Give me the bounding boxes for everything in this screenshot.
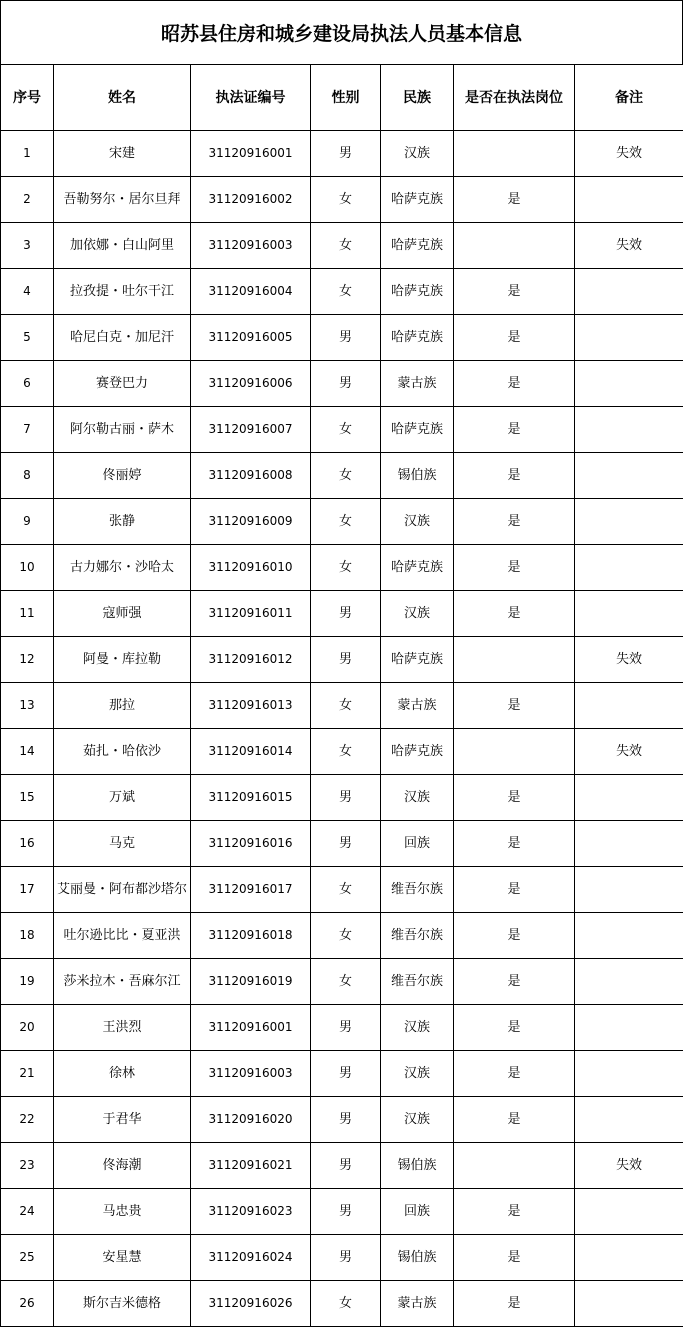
cell-no: 16 — [1, 821, 54, 867]
cell-on-post — [454, 223, 575, 269]
cell-code: 31120916001 — [191, 1005, 311, 1051]
cell-code: 31120916003 — [191, 223, 311, 269]
cell-code: 31120916005 — [191, 315, 311, 361]
cell-name: 阿尔勒古丽・萨木 — [54, 407, 191, 453]
table-row — [1, 1143, 683, 1189]
cell-name: 茹扎・哈依沙 — [54, 729, 191, 775]
table-row — [1, 1005, 683, 1051]
cell-code: 31120916014 — [191, 729, 311, 775]
cell-gender: 女 — [311, 407, 381, 453]
cell-gender: 男 — [311, 637, 381, 683]
cell-ethnicity: 维吾尔族 — [381, 959, 454, 1005]
cell-gender: 女 — [311, 867, 381, 913]
cell-ethnicity: 汉族 — [381, 1051, 454, 1097]
cell-code: 31120916008 — [191, 453, 311, 499]
cell-name: 宋建 — [54, 131, 191, 177]
cell-remark — [575, 177, 683, 223]
cell-no: 2 — [1, 177, 54, 223]
table-row — [1, 683, 683, 729]
table-row — [1, 1235, 683, 1281]
cell-name: 阿曼・库拉勒 — [54, 637, 191, 683]
cell-ethnicity: 哈萨克族 — [381, 407, 454, 453]
cell-on-post: 是 — [454, 821, 575, 867]
cell-name: 马忠贵 — [54, 1189, 191, 1235]
cell-code: 31120916023 — [191, 1189, 311, 1235]
cell-name: 加依娜・白山阿里 — [54, 223, 191, 269]
table-row — [1, 269, 683, 315]
cell-code: 31120916016 — [191, 821, 311, 867]
cell-ethnicity: 汉族 — [381, 1005, 454, 1051]
cell-ethnicity: 哈萨克族 — [381, 729, 454, 775]
cell-ethnicity: 汉族 — [381, 591, 454, 637]
cell-ethnicity: 锡伯族 — [381, 1235, 454, 1281]
cell-gender: 男 — [311, 775, 381, 821]
cell-name: 马克 — [54, 821, 191, 867]
cell-code: 31120916002 — [191, 177, 311, 223]
cell-ethnicity: 哈萨克族 — [381, 545, 454, 591]
cell-code: 31120916020 — [191, 1097, 311, 1143]
table-row — [1, 361, 683, 407]
cell-gender: 女 — [311, 959, 381, 1005]
cell-no: 3 — [1, 223, 54, 269]
cell-remark — [575, 1051, 683, 1097]
cell-ethnicity: 哈萨克族 — [381, 223, 454, 269]
cell-ethnicity: 回族 — [381, 1189, 454, 1235]
cell-ethnicity: 汉族 — [381, 499, 454, 545]
personnel-table — [0, 64, 683, 1327]
cell-no: 21 — [1, 1051, 54, 1097]
table-row — [1, 775, 683, 821]
table-row — [1, 867, 683, 913]
table-row — [1, 913, 683, 959]
cell-gender: 女 — [311, 1281, 381, 1327]
cell-code: 31120916017 — [191, 867, 311, 913]
cell-ethnicity: 哈萨克族 — [381, 637, 454, 683]
column-header-gender: 性别 — [311, 65, 381, 131]
cell-name: 拉孜提・吐尔干江 — [54, 269, 191, 315]
table-row — [1, 959, 683, 1005]
cell-no: 19 — [1, 959, 54, 1005]
table-row — [1, 453, 683, 499]
cell-ethnicity: 哈萨克族 — [381, 177, 454, 223]
cell-no: 24 — [1, 1189, 54, 1235]
cell-no: 20 — [1, 1005, 54, 1051]
table-row — [1, 637, 683, 683]
cell-gender: 男 — [311, 1097, 381, 1143]
cell-remark — [575, 683, 683, 729]
cell-no: 8 — [1, 453, 54, 499]
cell-no: 4 — [1, 269, 54, 315]
cell-remark — [575, 545, 683, 591]
cell-name: 吐尔逊比比・夏亚洪 — [54, 913, 191, 959]
table-row — [1, 499, 683, 545]
cell-ethnicity: 锡伯族 — [381, 1143, 454, 1189]
cell-on-post: 是 — [454, 683, 575, 729]
cell-gender: 男 — [311, 1235, 381, 1281]
cell-code: 31120916010 — [191, 545, 311, 591]
cell-no: 5 — [1, 315, 54, 361]
cell-on-post: 是 — [454, 913, 575, 959]
table-row — [1, 821, 683, 867]
cell-remark: 失效 — [575, 223, 683, 269]
cell-code: 31120916024 — [191, 1235, 311, 1281]
cell-ethnicity: 蒙古族 — [381, 361, 454, 407]
cell-gender: 男 — [311, 131, 381, 177]
cell-name: 佟海潮 — [54, 1143, 191, 1189]
cell-on-post: 是 — [454, 775, 575, 821]
cell-no: 26 — [1, 1281, 54, 1327]
table-row — [1, 1189, 683, 1235]
cell-remark — [575, 775, 683, 821]
cell-ethnicity: 蒙古族 — [381, 683, 454, 729]
cell-code: 31120916019 — [191, 959, 311, 1005]
cell-on-post: 是 — [454, 1189, 575, 1235]
cell-no: 12 — [1, 637, 54, 683]
column-header-remark: 备注 — [575, 65, 683, 131]
cell-on-post — [454, 729, 575, 775]
table-row — [1, 545, 683, 591]
cell-gender: 男 — [311, 1005, 381, 1051]
cell-code: 31120916026 — [191, 1281, 311, 1327]
cell-name: 吾勒努尔・居尔旦拜 — [54, 177, 191, 223]
cell-on-post: 是 — [454, 407, 575, 453]
cell-ethnicity: 哈萨克族 — [381, 269, 454, 315]
cell-gender: 女 — [311, 223, 381, 269]
table-row — [1, 177, 683, 223]
cell-name: 斯尔吉米德格 — [54, 1281, 191, 1327]
table-row — [1, 131, 683, 177]
cell-on-post: 是 — [454, 499, 575, 545]
cell-on-post: 是 — [454, 315, 575, 361]
cell-gender: 男 — [311, 1051, 381, 1097]
column-header-name: 姓名 — [54, 65, 191, 131]
cell-on-post: 是 — [454, 1005, 575, 1051]
cell-remark — [575, 1235, 683, 1281]
table-row — [1, 315, 683, 361]
column-header-no: 序号 — [1, 65, 54, 131]
cell-remark — [575, 591, 683, 637]
cell-ethnicity: 汉族 — [381, 131, 454, 177]
table-row — [1, 1281, 683, 1327]
cell-remark — [575, 499, 683, 545]
cell-on-post: 是 — [454, 959, 575, 1005]
cell-code: 31120916009 — [191, 499, 311, 545]
column-header-code: 执法证编号 — [191, 65, 311, 131]
cell-name: 王洪烈 — [54, 1005, 191, 1051]
cell-gender: 男 — [311, 591, 381, 637]
cell-remark: 失效 — [575, 131, 683, 177]
cell-code: 31120916018 — [191, 913, 311, 959]
cell-remark: 失效 — [575, 729, 683, 775]
cell-on-post — [454, 637, 575, 683]
cell-remark — [575, 821, 683, 867]
cell-code: 31120916015 — [191, 775, 311, 821]
cell-remark — [575, 1189, 683, 1235]
cell-no: 9 — [1, 499, 54, 545]
table-row — [1, 591, 683, 637]
cell-code: 31120916001 — [191, 131, 311, 177]
cell-gender: 女 — [311, 269, 381, 315]
cell-remark — [575, 407, 683, 453]
cell-ethnicity: 汉族 — [381, 1097, 454, 1143]
cell-name: 安星慧 — [54, 1235, 191, 1281]
cell-on-post: 是 — [454, 1281, 575, 1327]
cell-name: 佟丽婷 — [54, 453, 191, 499]
cell-remark — [575, 453, 683, 499]
cell-no: 6 — [1, 361, 54, 407]
table-row — [1, 223, 683, 269]
cell-code: 31120916006 — [191, 361, 311, 407]
table-row — [1, 1051, 683, 1097]
cell-code: 31120916011 — [191, 591, 311, 637]
cell-code: 31120916004 — [191, 269, 311, 315]
cell-code: 31120916021 — [191, 1143, 311, 1189]
cell-remark: 失效 — [575, 1143, 683, 1189]
cell-name: 古力娜尔・沙哈太 — [54, 545, 191, 591]
cell-remark — [575, 1281, 683, 1327]
cell-no: 15 — [1, 775, 54, 821]
cell-on-post — [454, 1143, 575, 1189]
cell-gender: 女 — [311, 177, 381, 223]
table-header-row — [1, 65, 683, 131]
cell-gender: 女 — [311, 545, 381, 591]
cell-no: 10 — [1, 545, 54, 591]
cell-on-post: 是 — [454, 1235, 575, 1281]
cell-gender: 男 — [311, 1143, 381, 1189]
cell-on-post — [454, 131, 575, 177]
cell-on-post: 是 — [454, 1051, 575, 1097]
cell-ethnicity: 维吾尔族 — [381, 913, 454, 959]
cell-on-post: 是 — [454, 453, 575, 499]
cell-ethnicity: 回族 — [381, 821, 454, 867]
cell-gender: 男 — [311, 315, 381, 361]
cell-remark: 失效 — [575, 637, 683, 683]
cell-name: 徐林 — [54, 1051, 191, 1097]
cell-ethnicity: 维吾尔族 — [381, 867, 454, 913]
cell-name: 寇师强 — [54, 591, 191, 637]
cell-remark — [575, 361, 683, 407]
table-row — [1, 1097, 683, 1143]
cell-no: 23 — [1, 1143, 54, 1189]
cell-no: 1 — [1, 131, 54, 177]
cell-gender: 男 — [311, 361, 381, 407]
cell-remark — [575, 1005, 683, 1051]
column-header-ethnicity: 民族 — [381, 65, 454, 131]
cell-on-post: 是 — [454, 269, 575, 315]
cell-gender: 男 — [311, 821, 381, 867]
cell-code: 31120916003 — [191, 1051, 311, 1097]
cell-no: 22 — [1, 1097, 54, 1143]
cell-on-post: 是 — [454, 545, 575, 591]
cell-code: 31120916012 — [191, 637, 311, 683]
cell-ethnicity: 蒙古族 — [381, 1281, 454, 1327]
cell-name: 张静 — [54, 499, 191, 545]
cell-on-post: 是 — [454, 361, 575, 407]
cell-on-post: 是 — [454, 1097, 575, 1143]
cell-remark — [575, 867, 683, 913]
cell-gender: 女 — [311, 683, 381, 729]
cell-on-post: 是 — [454, 867, 575, 913]
cell-no: 13 — [1, 683, 54, 729]
cell-no: 18 — [1, 913, 54, 959]
table-row — [1, 729, 683, 775]
cell-name: 艾丽曼・阿布都沙塔尔 — [54, 867, 191, 913]
cell-name: 赛登巴力 — [54, 361, 191, 407]
column-header-on-post: 是否在执法岗位 — [454, 65, 575, 131]
cell-no: 17 — [1, 867, 54, 913]
cell-remark — [575, 315, 683, 361]
cell-no: 7 — [1, 407, 54, 453]
cell-ethnicity: 锡伯族 — [381, 453, 454, 499]
cell-name: 万斌 — [54, 775, 191, 821]
cell-on-post: 是 — [454, 177, 575, 223]
page-title: 昭苏县住房和城乡建设局执法人员基本信息 — [0, 0, 683, 64]
cell-name: 那拉 — [54, 683, 191, 729]
cell-name: 莎米拉木・吾麻尔江 — [54, 959, 191, 1005]
cell-on-post: 是 — [454, 591, 575, 637]
cell-gender: 女 — [311, 913, 381, 959]
cell-code: 31120916007 — [191, 407, 311, 453]
cell-no: 25 — [1, 1235, 54, 1281]
cell-remark — [575, 1097, 683, 1143]
cell-gender: 男 — [311, 1189, 381, 1235]
cell-ethnicity: 哈萨克族 — [381, 315, 454, 361]
cell-gender: 女 — [311, 729, 381, 775]
cell-remark — [575, 269, 683, 315]
cell-gender: 女 — [311, 499, 381, 545]
cell-remark — [575, 913, 683, 959]
cell-no: 11 — [1, 591, 54, 637]
cell-gender: 女 — [311, 453, 381, 499]
table-row — [1, 407, 683, 453]
cell-remark — [575, 959, 683, 1005]
cell-ethnicity: 汉族 — [381, 775, 454, 821]
cell-name: 哈尼白克・加尼汗 — [54, 315, 191, 361]
cell-code: 31120916013 — [191, 683, 311, 729]
cell-no: 14 — [1, 729, 54, 775]
cell-name: 于君华 — [54, 1097, 191, 1143]
